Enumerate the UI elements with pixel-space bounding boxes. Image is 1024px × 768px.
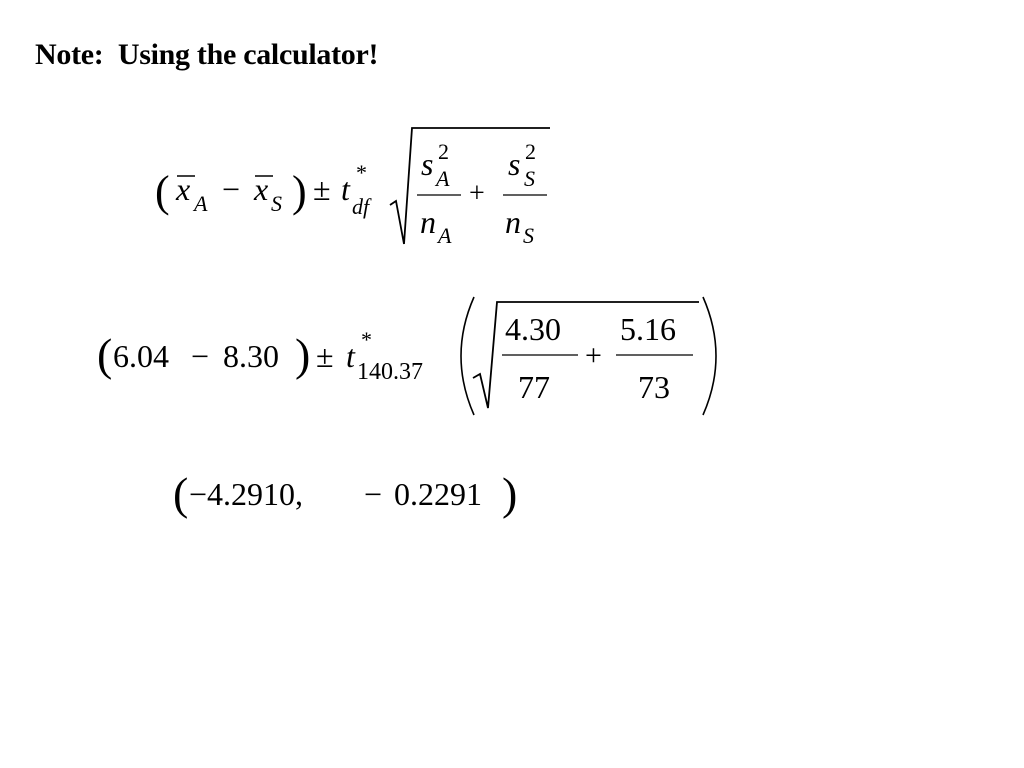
t-symbol: t [341, 171, 350, 207]
open-paren: ( [155, 167, 170, 216]
var-s-value: 5.16 [620, 311, 676, 347]
n-a-subscript: A [438, 223, 452, 248]
xbar-a-subscript: A [194, 191, 208, 216]
s-a-exponent: 2 [438, 139, 449, 164]
xbar-s-subscript: S [271, 191, 282, 216]
n-a-symbol: n [420, 204, 436, 240]
t-df-subscript: df [352, 194, 370, 219]
open-paren: ( [97, 329, 113, 380]
lower-bound: −4.2910, [189, 476, 304, 512]
close-paren: ) [502, 468, 518, 519]
n-a-value: 77 [518, 369, 550, 405]
xbar-a-symbol: x [176, 171, 191, 207]
plus-minus-sign: ± [313, 171, 331, 207]
df-value-subscript: 140.37 [357, 359, 423, 385]
s-s-subscript: S [524, 166, 535, 191]
t-symbol: t [346, 338, 355, 374]
plus-sign: + [585, 339, 602, 372]
n-s-symbol: n [505, 204, 521, 240]
big-open-paren [461, 297, 474, 415]
minus-sign: − [191, 338, 210, 374]
s-s-exponent: 2 [525, 139, 536, 164]
mean-s-value: 8.30 [223, 338, 279, 374]
t-star: * [356, 160, 367, 185]
s-a-subscript: A [436, 166, 450, 191]
minus-sign: − [364, 476, 383, 512]
big-close-paren [703, 297, 716, 415]
confidence-interval-result [173, 468, 517, 519]
t-star: * [361, 327, 372, 352]
mean-a-value: 6.04 [113, 338, 169, 374]
plus-sign: + [469, 178, 485, 209]
plus-minus-sign: ± [316, 338, 334, 374]
minus-sign: − [222, 171, 241, 207]
var-a-value: 4.30 [505, 311, 561, 347]
upper-bound: 0.2291 [394, 476, 482, 512]
xbar-s-symbol: x [254, 171, 269, 207]
close-paren: ) [295, 329, 311, 380]
n-s-subscript: S [523, 223, 534, 248]
close-paren: ) [292, 167, 307, 216]
s-a-symbol: s [421, 146, 434, 182]
note-heading: Note: Using the calculator! [35, 38, 379, 71]
n-s-value: 73 [638, 369, 670, 405]
general-formula [155, 128, 550, 248]
s-s-symbol: s [508, 146, 521, 182]
substituted-formula [97, 297, 716, 415]
open-paren: ( [173, 468, 189, 519]
